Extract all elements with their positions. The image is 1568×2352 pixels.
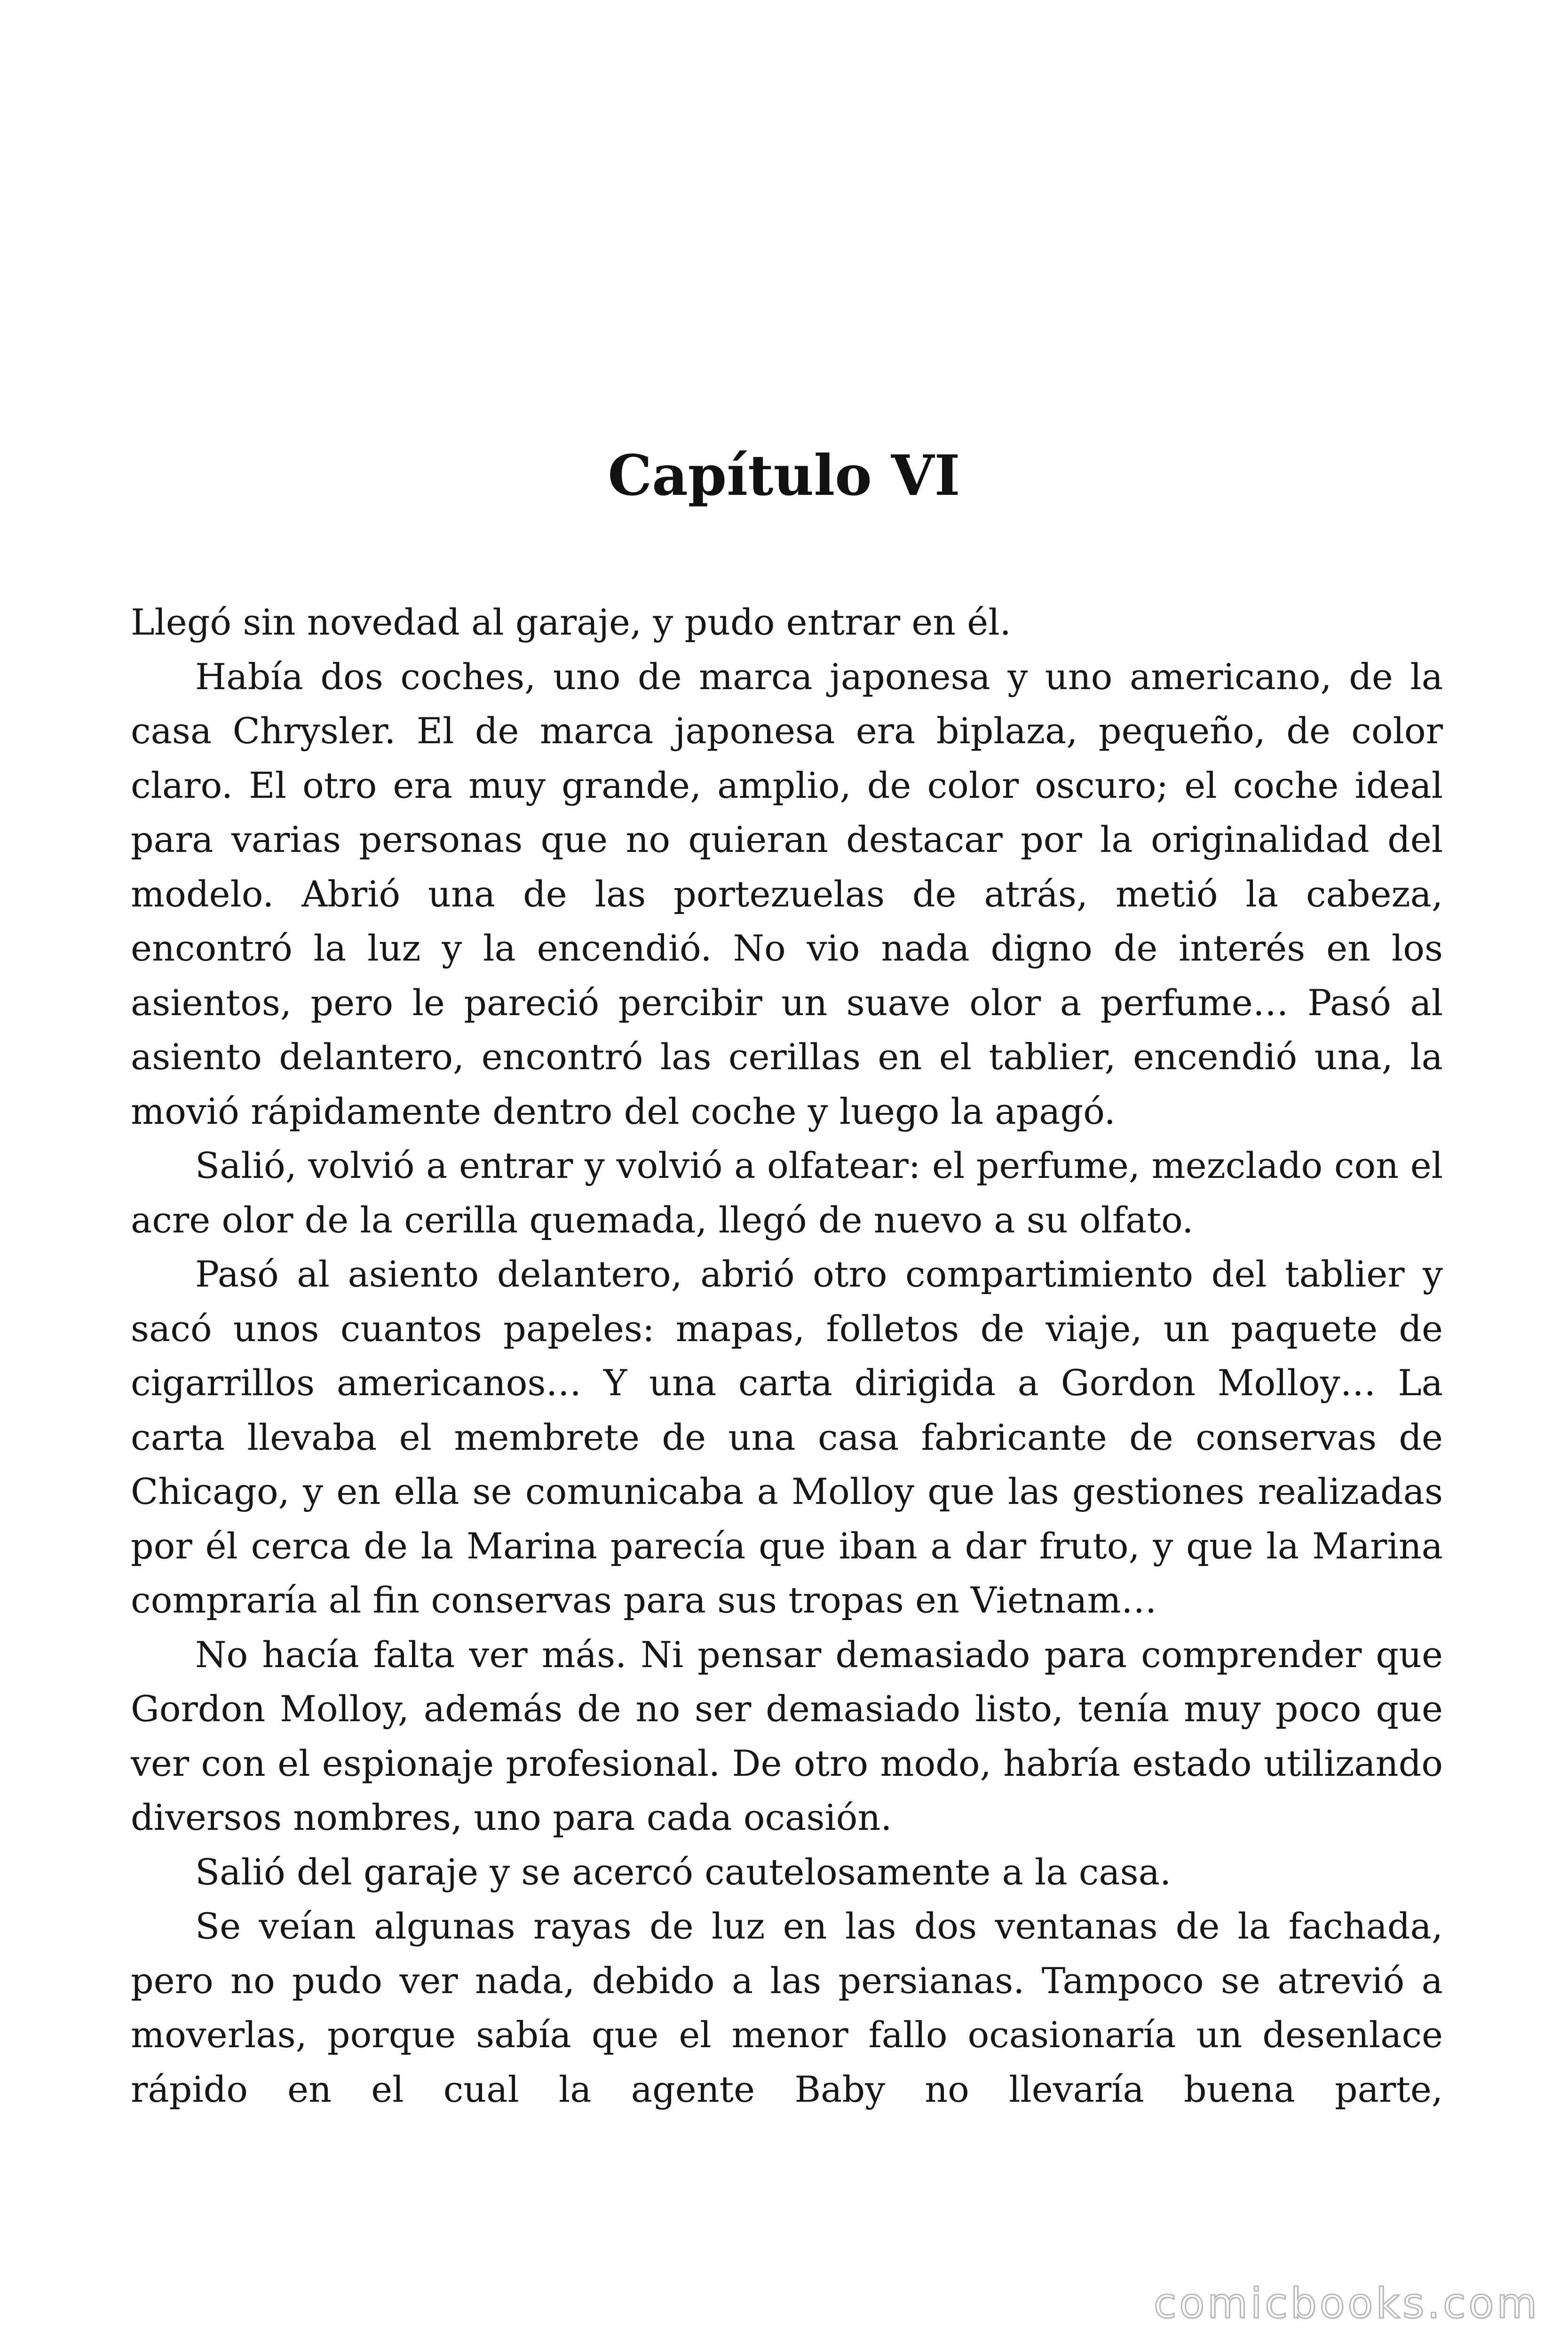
watermark-logo: comicbooks.com xyxy=(1153,2279,1540,2328)
paragraph-6: Salió del garaje y se acercó cautelosamente a la casa. xyxy=(195,1851,1172,1893)
paragraph-2: Había dos coches, uno de marca japonesa y uno americano, de la casa Chrysler. El de marca japonesa era biplaza, pequeño, de color claro. El otro era muy grande, amplio, de color oscuro; el coche ideal para varias personas que no quieran destacar por la originalidad del modelo. Abrió una de las portezuelas de atrás, metió la cabeza, encontró la luz y la encendió. No vio nada digno de interés en los asientos, pero le pareció percibir un suave olor a perfume… Pasó al asiento delantero, encontró las cerillas en el tablier, encendió una, la movió rápidamente dentro del coche y luego la apagó. xyxy=(131,655,1443,1132)
paragraph-5: No hacía falta ver más. Ni pensar demasiado para comprender que Gordon Molloy, además de no ser demasiado listo, tenía muy poco que ver con el espionaje profesional. De otro modo, habría estado utilizando diversos nombres, uno para cada ocasión. xyxy=(131,1633,1443,1838)
paragraph-3: Salió, volvió a entrar y volvió a olfatear: el perfume, mezclado con el acre olor de la cerilla quemada, llegó de nuevo a su olfato. xyxy=(131,1144,1443,1241)
paragraph-1: Llegó sin novedad al garaje, y pudo entrar en él. xyxy=(131,601,1011,643)
chapter-body xyxy=(131,595,1443,2116)
chapter-title: Capítulo VI xyxy=(608,443,960,508)
paragraph-7: Se veían algunas rayas de luz en las dos ventanas de la fachada, pero no pudo ver nada, debido a las persianas. Tampoco se atrevió a moverlas, porque sabía que el menor fallo ocasionaría un desenlace rápido en el cual la agente Baby no llevaría buena parte, xyxy=(131,1905,1443,2110)
paragraph-4: Pasó al asiento delantero, abrió otro compartimiento del tablier y sacó unos cuantos papeles: mapas, folletos de viaje, un paquete de cigarrillos americanos… Y una carta dirigida a Gordon Molloy… La carta llevaba el membrete de una casa fabricante de conservas de Chicago, y en ella se comunicaba a Molloy que las gestiones realizadas por él cerca de la Marina parecía que iban a dar fruto, y que la Marina compraría al fin conservas para sus tropas en Vietnam… xyxy=(131,1253,1443,1621)
